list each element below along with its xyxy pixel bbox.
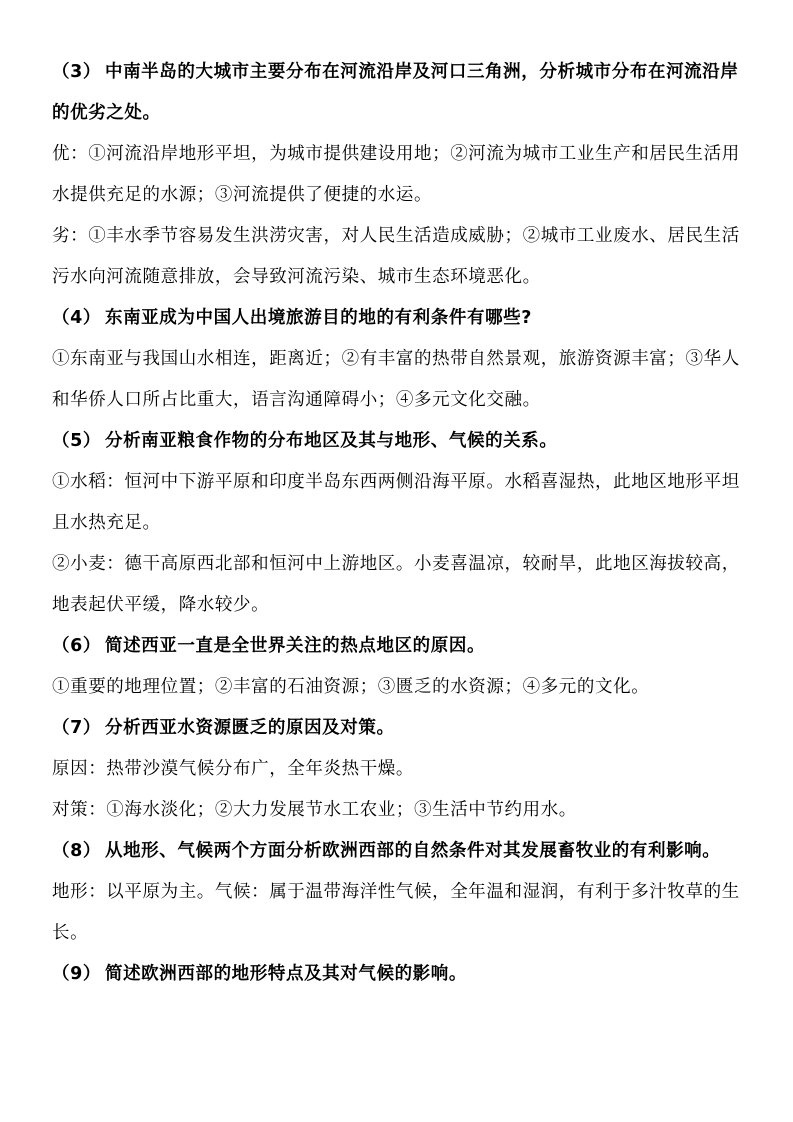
question-number: （3） <box>52 62 101 82</box>
question-text: 东南亚成为中国人出境旅游目的地的有利条件有哪些? <box>104 308 533 328</box>
question-text: 分析南亚粮食作物的分布地区及其与地形、气候的关系。 <box>104 431 558 451</box>
question-number: （6） <box>52 636 101 656</box>
question-number: （9） <box>52 964 101 984</box>
question-5 <box>52 421 752 462</box>
answer-paragraph: ①水稻：恒河中下游平原和印度半岛东西两侧沿海平原。水稻喜湿热，此地区地形平坦且水热充足。 <box>52 472 740 533</box>
question-section-8 <box>52 831 752 954</box>
answer-paragraph: 优：①河流沿岸地形平坦，为城市提供建设用地；②河流为城市工业生产和居民生活用水提供充足的水源；③河流提供了便捷的水运。 <box>52 144 740 205</box>
question-number: （4） <box>52 308 101 328</box>
question-section-3 <box>52 52 752 298</box>
question-7 <box>52 708 752 749</box>
question-text: 简述西亚一直是全世界关注的热点地区的原因。 <box>104 636 486 656</box>
question-section-9 <box>52 954 752 995</box>
question-9 <box>52 954 752 995</box>
question-3 <box>52 52 752 134</box>
answer-paragraph: 对策：①海水淡化；②大力发展节水工农业；③生活中节约用水。 <box>52 800 577 820</box>
question-text: 从地形、气候两个方面分析欧洲西部的自然条件对其发展畜牧业的有利影响。 <box>104 841 721 861</box>
answer-paragraph: ①东南亚与我国山水相连，距离近；②有丰富的热带自然景观，旅游资源丰富；③华人和华侨人口所占比重大，语言沟通障碍小；④多元文化交融。 <box>52 349 740 410</box>
question-section-5 <box>52 421 752 626</box>
answer-paragraph: 地形：以平原为主。气候：属于温带海洋性气候，全年温和湿润，有利于多汁牧草的生长。 <box>52 882 740 943</box>
question-text: 分析西亚水资源匮乏的原因及对策。 <box>104 718 395 738</box>
question-section-7 <box>52 708 752 831</box>
question-8 <box>52 831 752 872</box>
question-section-4 <box>52 298 752 421</box>
question-text: 中南半岛的大城市主要分布在河流沿岸及河口三角洲，分析城市分布在河流沿岸的优劣之处。 <box>52 62 739 123</box>
answer-paragraph: ②小麦：德干高原西北部和恒河中上游地区。小麦喜温凉，较耐旱，此地区海拔较高，地表起伏平缓，降水较少。 <box>52 554 740 615</box>
question-number: （8） <box>52 841 101 861</box>
question-6 <box>52 626 752 667</box>
answer-paragraph: ①重要的地理位置；②丰富的石油资源；③匮乏的水资源；④多元的文化。 <box>52 677 650 697</box>
question-4 <box>52 298 752 339</box>
question-section-6 <box>52 626 752 708</box>
answer-paragraph: 原因：热带沙漠气候分布广，全年炎热干燥。 <box>52 759 414 779</box>
document-page <box>52 52 752 995</box>
answer-paragraph: 劣：①丰水季节容易发生洪涝灾害，对人民生活造成威胁；②城市工业废水、居民生活污水向河流随意排放，会导致河流污染、城市生态环境恶化。 <box>52 226 740 287</box>
question-number: （7） <box>52 718 101 738</box>
question-text: 简述欧洲西部的地形特点及其对气候的影响。 <box>104 964 467 984</box>
question-number: （5） <box>52 431 101 451</box>
